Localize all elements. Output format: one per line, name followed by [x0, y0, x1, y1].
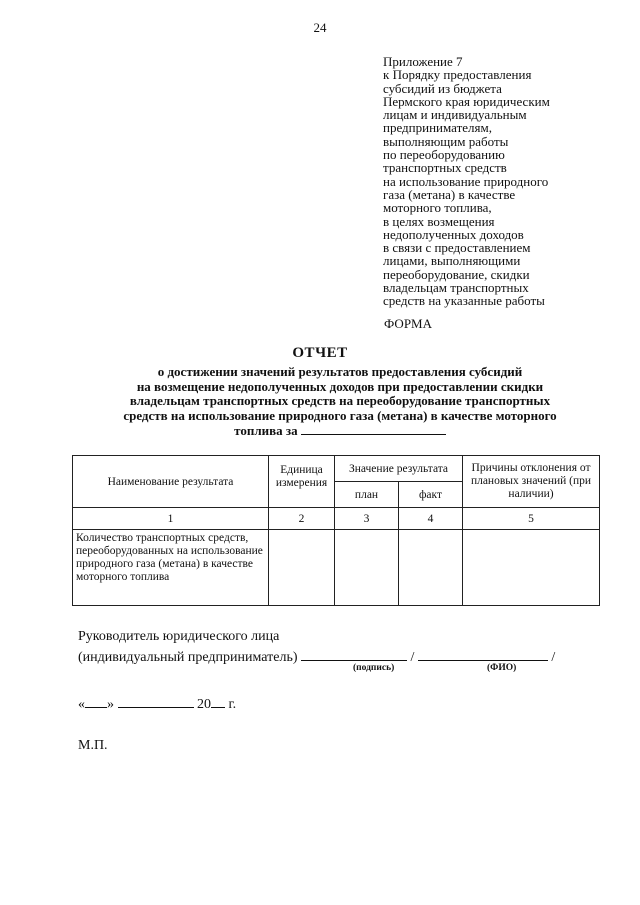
- appendix-line: к Порядку предоставления: [383, 67, 532, 83]
- signer-title: Руководитель юридического лица: [78, 629, 280, 644]
- report-period-row: [60, 423, 620, 439]
- appendix-line: в связи с предоставлением: [383, 240, 531, 256]
- appendix-line: газа (метана) в качестве: [383, 186, 516, 202]
- report-subtitle-line: средств на использование природного газа (метана) в качестве моторного: [123, 407, 557, 423]
- date-close-quote: »: [107, 697, 114, 712]
- report-subtitle-line: на возмещение недополученных доходов при предоставлении скидки: [136, 378, 544, 394]
- appendix-line: лицам и индивидуальным: [383, 107, 527, 123]
- column-number: 1: [73, 508, 269, 530]
- appendix-line: выполняющим работы: [383, 133, 509, 149]
- appendix-line: средств на указанные работы: [383, 293, 545, 309]
- signer-slash: /: [551, 650, 556, 665]
- header-unit: Единица измерения: [269, 456, 335, 508]
- year-suffix: г.: [228, 697, 237, 712]
- signer-block: [78, 626, 555, 668]
- header-value: Значение результата: [335, 456, 463, 482]
- row-result-name: Количество транспортных средств, переоборудованных на использование природного газа (метана) в качестве моторного топлива: [73, 530, 269, 606]
- appendix-line: предпринимателям,: [383, 120, 492, 136]
- appendix-line: владельцам транспортных: [383, 280, 529, 296]
- appendix-line: транспортных средств: [383, 160, 507, 176]
- report-title: ОТЧЕТ: [292, 345, 348, 361]
- signature-field[interactable]: [301, 648, 407, 661]
- appendix-line: в целях возмещения: [383, 213, 495, 229]
- report-subtitle-line: владельцам транспортных средств на переоборудование транспортных: [129, 393, 551, 409]
- column-number: 2: [269, 508, 335, 530]
- report-subtitle-line: о достижении значений результатов предоставления субсидий: [157, 364, 523, 379]
- results-table: [72, 455, 600, 606]
- signer-entrepreneur: (индивидуальный предприниматель): [78, 650, 298, 665]
- header-result-name: Наименование результата: [73, 456, 269, 508]
- report-subtitle-last: топлива за: [234, 423, 298, 439]
- column-number: 5: [463, 508, 600, 530]
- appendix-header: [383, 55, 628, 308]
- cell-plan[interactable]: [335, 530, 399, 606]
- report-subtitle: [60, 365, 620, 439]
- cell-unit[interactable]: [269, 530, 335, 606]
- appendix-line: Приложение 7: [383, 54, 463, 69]
- appendix-line: недополученных доходов: [383, 226, 524, 242]
- report-period-field[interactable]: [301, 423, 446, 435]
- column-number: 4: [399, 508, 463, 530]
- appendix-line: лицами, выполняющими: [383, 253, 521, 269]
- stamp-label: М.П.: [78, 738, 108, 753]
- name-field[interactable]: [418, 648, 548, 661]
- signature-hint: (подпись): [353, 663, 395, 673]
- page-number: 24: [313, 20, 327, 35]
- appendix-line: по переоборудованию: [383, 147, 505, 163]
- appendix-line: моторного топлива,: [383, 200, 492, 216]
- date-open-quote: «: [78, 697, 85, 712]
- month-field[interactable]: [118, 695, 194, 708]
- header-plan: план: [335, 482, 399, 508]
- appendix-line: Пермского края юридическим: [383, 93, 550, 109]
- signer-slash: /: [410, 650, 415, 665]
- appendix-line: субсидий из бюджета: [383, 80, 502, 96]
- year-field[interactable]: [211, 695, 225, 708]
- cell-fact[interactable]: [399, 530, 463, 606]
- cell-reasons[interactable]: [463, 530, 600, 606]
- form-label: ФОРМА: [384, 316, 432, 331]
- appendix-line: на использование природного: [383, 173, 549, 189]
- year-prefix: 20: [197, 697, 211, 712]
- column-number: 3: [335, 508, 399, 530]
- name-hint: (ФИО): [487, 663, 517, 673]
- header-fact: факт: [399, 482, 463, 508]
- signer-line2: [78, 647, 555, 668]
- date-line: [78, 695, 236, 713]
- day-field[interactable]: [85, 695, 107, 708]
- header-reasons: Причины отклонения от плановых значений (при наличии): [463, 456, 600, 508]
- appendix-line: переоборудование, скидки: [383, 266, 530, 282]
